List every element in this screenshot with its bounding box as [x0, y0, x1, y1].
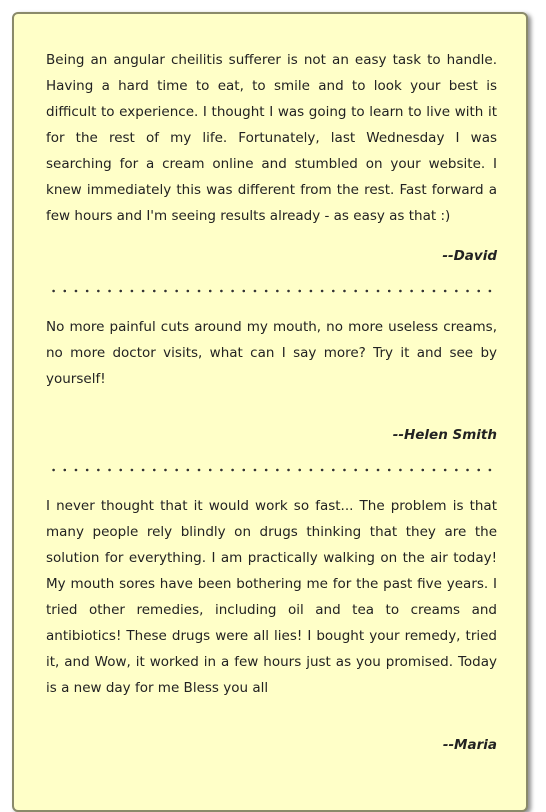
testimonial-item [46, 493, 497, 755]
testimonials-card [12, 12, 528, 812]
dotted-divider [48, 468, 496, 472]
testimonial-signature: --David [442, 248, 497, 264]
testimonials-list [46, 47, 497, 755]
testimonial-signature: --Maria [442, 737, 497, 753]
testimonial-text: No more painful cuts around my mouth, no more useless creams, no more doctor visits, what can I say more? Try it and see by yourself! [46, 319, 497, 387]
testimonial-text: I never thought that it would work so fast... The problem is that many people rely blindly on drugs thinking that they are the solution for everything. I am practically walking on the air today! My mouth sores have been bothering me for the past five years. I tried other remedies, including oil and tea to creams and antibiotics! These drugs were all lies! I bought your remedy, tried it, and Wow, it worked in a few hours just as you promised. Today is a new day for me Bless you all [46, 498, 497, 696]
dotted-divider [48, 289, 496, 293]
testimonial-item [46, 47, 497, 266]
testimonial-text: Being an angular cheilitis sufferer is not an easy task to handle. Having a hard time to eat, to smile and to look your best is difficult to experience. I thought I was going to learn to live with it for the rest of my life. Fortunately, last Wednesday I was searching for a cream online and stumbled on your website. I knew immediately this was different from the rest. Fast forward a few hours and I'm seeing results already - as easy as that :) [46, 52, 497, 224]
testimonial-signature: --Helen Smith [392, 427, 497, 443]
testimonial-item [46, 314, 497, 445]
